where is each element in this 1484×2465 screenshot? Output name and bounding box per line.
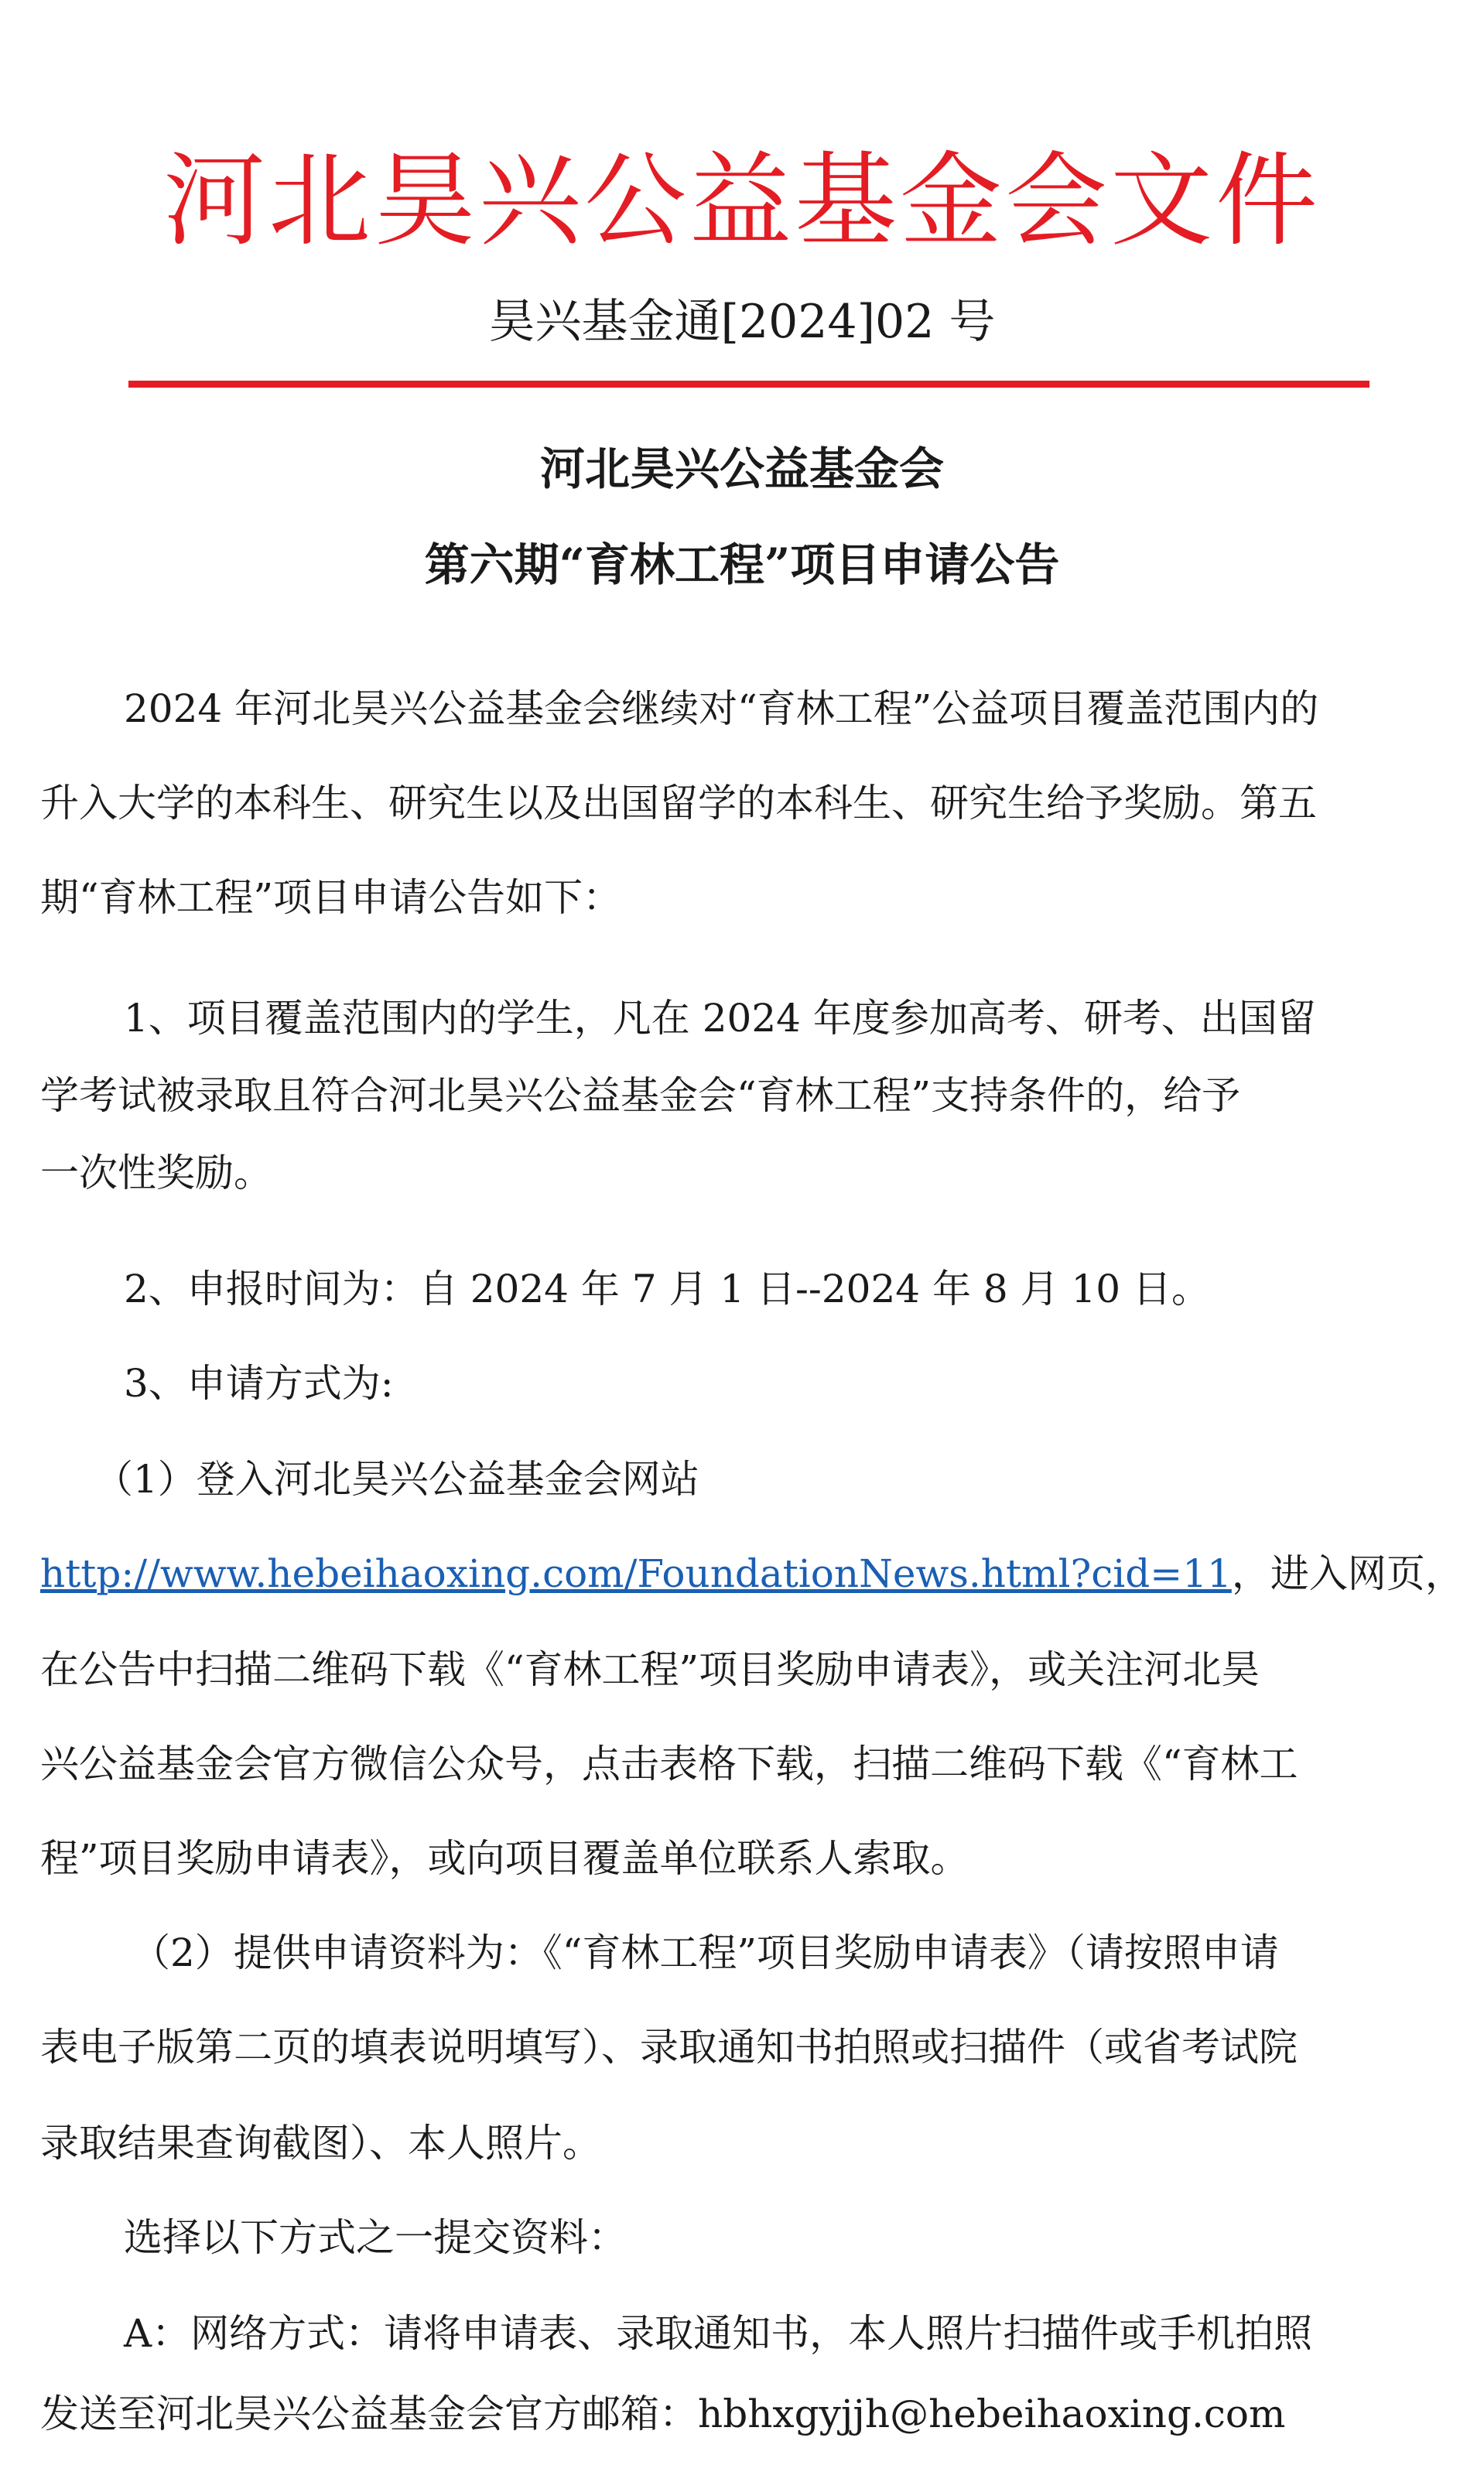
- intro-line-1: 2024 年河北昊兴公益基金会继续对“育林工程”公益项目覆盖范围内的: [124, 686, 1319, 731]
- document-header-title: 河北昊兴公益基金会文件: [163, 142, 1321, 261]
- item1-line-2: 学考试被录取且符合河北昊兴公益基金会“育林工程”支持条件的，给予: [40, 1073, 1241, 1118]
- sub1-line-1: （1）登入河北昊兴公益基金会网站: [94, 1457, 699, 1502]
- sub1-line-5: 程”项目奖励申请表》，或向项目覆盖单位联系人索取。: [40, 1836, 969, 1881]
- sub1-line-3: 在公告中扫描二维码下载《“育林工程”项目奖励申请表》，或关注河北昊: [40, 1647, 1260, 1692]
- method-a-line-2: 发送至河北昊兴公益基金会官方邮箱：hbhxgyjjh@hebeihaoxing.com: [40, 2391, 1286, 2436]
- item2-deadline: 2、申报时间为：自 2024 年 7 月 1 日--2024 年 8 月 10 日。: [124, 1267, 1210, 1311]
- item3-method-heading: 3、申请方式为:: [124, 1361, 394, 1406]
- red-divider-line: [128, 381, 1369, 388]
- sub2-line-3: 录取结果查询截图）、本人照片。: [40, 2121, 601, 2166]
- document-number: 昊兴基金通[2024]02 号: [488, 295, 996, 349]
- notice-title-line1: 河北昊兴公益基金会: [539, 443, 944, 495]
- sub1-line-4: 兴公益基金会官方微信公众号，点击表格下载，扫描二维码下载《“育林工: [40, 1742, 1298, 1786]
- intro-line-2: 升入大学的本科生、研究生以及出国留学的本科生、研究生给予奖励。第五: [40, 781, 1317, 826]
- submit-methods-intro: 选择以下方式之一提交资料：: [124, 2215, 627, 2260]
- sub1-url-line: [40, 1548, 1464, 1599]
- foundation-website-link[interactable]: http://www.hebeihaoxing.com/FoundationNews.html?cid=11: [40, 1551, 1232, 1596]
- method-a-line-1: A：网络方式：请将申请表、录取通知书，本人照片扫描件或手机拍照: [124, 2311, 1313, 2356]
- sub1-after-url: ，进入网页，: [1231, 1551, 1464, 1596]
- item1-line-3: 一次性奖励。: [40, 1150, 272, 1195]
- sub2-line-2: 表电子版第二页的填表说明填写）、录取通知书拍照或扫描件（或省考试院: [40, 2025, 1298, 2070]
- intro-line-3: 期“育林工程”项目申请公告如下：: [40, 875, 622, 920]
- item1-line-1: 1、项目覆盖范围内的学生，凡在 2024 年度参加高考、研考、出国留: [124, 996, 1316, 1041]
- notice-title-line2: 第六期“育林工程”项目申请公告: [424, 538, 1060, 591]
- sub2-line-1: （2）提供申请资料为：《“育林工程”项目奖励申请表》（请按照申请: [132, 1930, 1279, 1975]
